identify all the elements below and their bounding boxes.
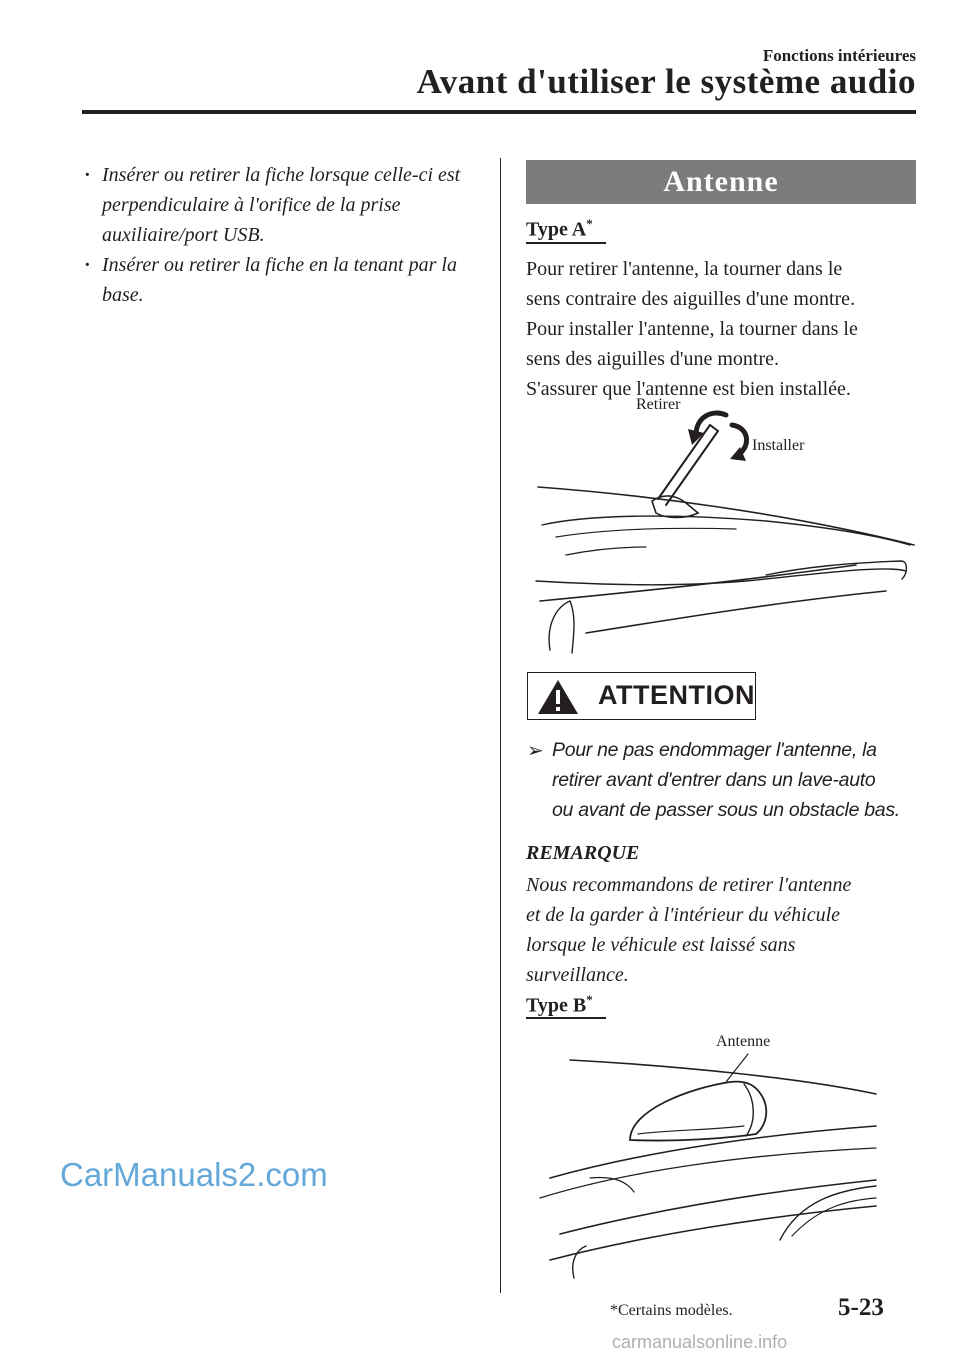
instruction-line: sens contraire des aiguilles d'une montre. <box>526 288 856 310</box>
type-a-asterisk: * <box>586 216 593 231</box>
column-divider <box>500 158 501 1293</box>
section-name: Fonctions intérieures <box>762 46 916 65</box>
warning-icon <box>536 678 580 716</box>
remarque-text <box>526 870 926 990</box>
type-a-underline <box>526 242 606 244</box>
instruction-line: Pour retirer l'antenne, la tourner dans le <box>526 258 843 280</box>
plug-instructions-list <box>82 160 482 310</box>
arrow-bullet-icon: ➢ <box>527 738 544 762</box>
type-b-underline <box>526 1017 606 1019</box>
bullet-item: · Insérer ou retirer la fiche en la tenant par la base. <box>82 250 482 310</box>
attention-line: Pour ne pas endommager l'antenne, la <box>552 739 877 761</box>
type-a-antenna-diagram <box>526 395 926 660</box>
type-b-antenna-diagram <box>530 1030 920 1280</box>
install-label: Installer <box>752 437 805 454</box>
remarque-line: lorsque le véhicule est laissé sans <box>526 934 796 956</box>
remarque-line: surveillance. <box>526 964 629 986</box>
type-b-heading <box>526 992 593 1018</box>
section-banner: Antenne <box>526 160 916 204</box>
remove-label: Retirer <box>636 396 681 413</box>
footnote: *Certains modèles. <box>610 1302 733 1319</box>
bullet-item: · Insérer ou retirer la fiche lorsque celle-ci est perpendiculaire à l'orifice de la prise auxiliaire/port USB. <box>82 160 482 250</box>
type-a-heading <box>526 216 593 242</box>
watermark: CarManuals2.com <box>60 1156 328 1193</box>
remarque-line: et de la garder à l'intérieur du véhicule <box>526 904 841 926</box>
bottom-watermark: carmanualsonline.info <box>612 1332 788 1352</box>
type-b-asterisk: * <box>586 992 593 1007</box>
remarque-line: Nous recommandons de retirer l'antenne <box>526 874 852 896</box>
type-a-instructions <box>526 254 926 404</box>
instruction-line: sens des aiguilles d'une montre. <box>526 348 779 370</box>
attention-text <box>552 735 932 825</box>
remarque-title: REMARQUE <box>526 842 640 864</box>
type-b-label: Type B <box>526 994 587 1017</box>
attention-label: ATTENTION <box>598 680 755 710</box>
type-a-label: Type A <box>526 218 587 241</box>
attention-line: retirer avant d'entrer dans un lave-auto <box>552 769 876 791</box>
page-number: 5-23 <box>838 1294 884 1321</box>
antenna-label: Antenne <box>716 1033 771 1050</box>
instruction-line: S'assurer que l'antenne est bien installée. <box>526 378 851 400</box>
instruction-line: Pour installer l'antenne, la tourner dans le <box>526 318 858 340</box>
header-rule <box>82 110 916 114</box>
attention-line: ou avant de passer sous un obstacle bas. <box>552 799 900 821</box>
page-title: Avant d'utiliser le système audio <box>416 62 916 101</box>
